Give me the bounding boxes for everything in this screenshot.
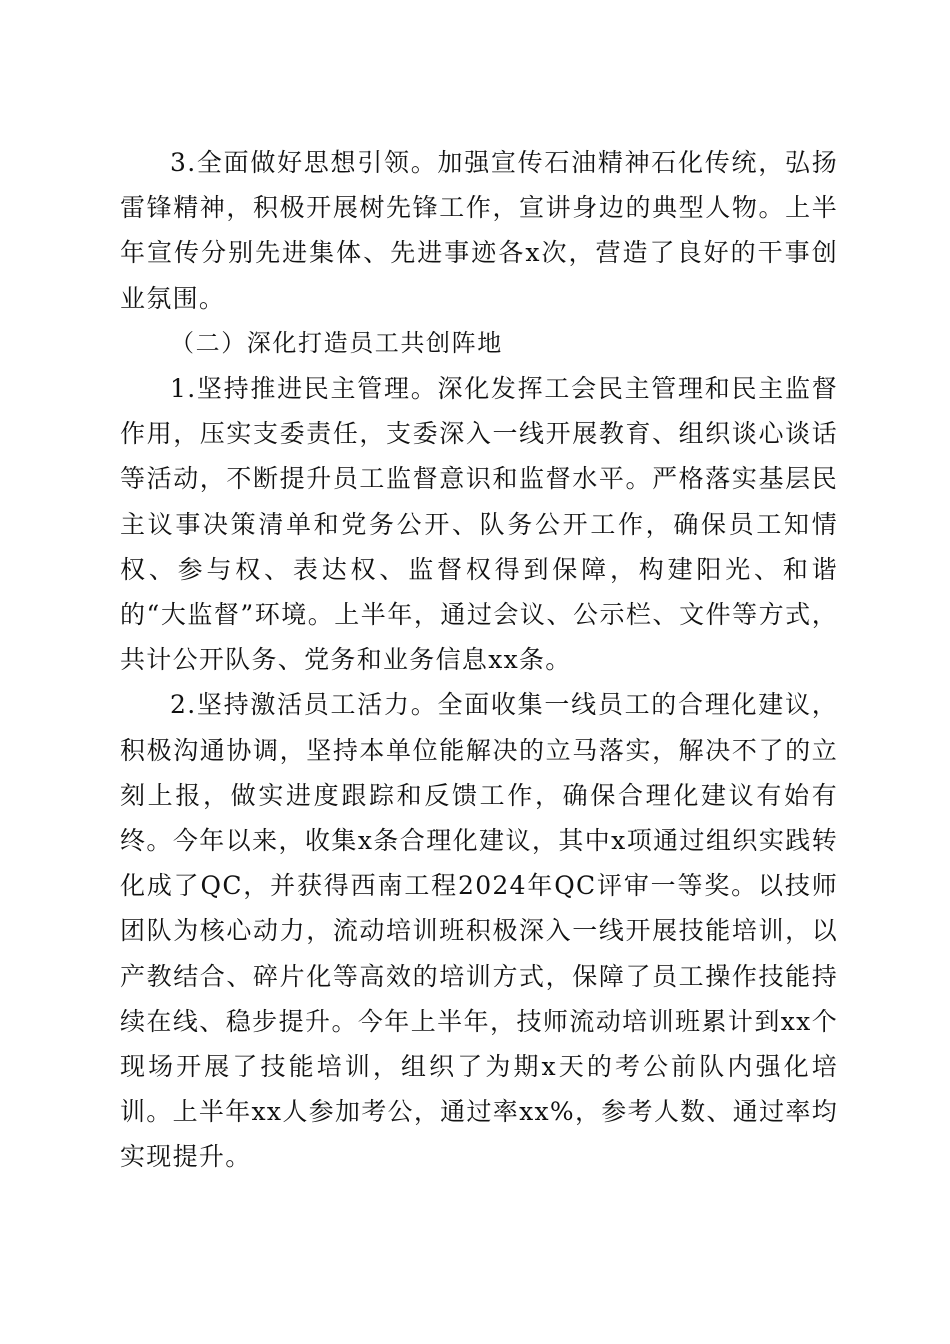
paragraph-ideological-guidance: 3.全面做好思想引领。加强宣传石油精神石化传统，弘扬雷锋精神，积极开展树先锋工作，宣讲身边的典型人物。上半年宣传分别先进集体、先进事迹各x次，营造了良好的干事创业氛围。 xyxy=(120,148,838,313)
paragraph-employee-vitality: 2.坚持激活员工活力。全面收集一线员工的合理化建议，积极沟通协调，坚持本单位能解决的立马落实，解决不了的立刻上报，做实进度跟踪和反馈工作，确保合理化建议有始有终。今年以来，收集x条合理化建议，其中x项通过组织实践转化成了QC，并获得西南工程2024年QC评审一等奖。以技师团队为核心动力，流动培训班积极深入一线开展技能培训，以产教结合、碎片化等高效的培训方式，保障了员工操作技能持续在线、稳步提升。今年上半年，技师流动培训班累计到xx个现场开展了技能培训，组织了为期x天的考公前队内强化培训。上半年xx人参加考公，通过率xx%，参考人数、通过率均实现提升。 xyxy=(120,690,838,1172)
document-body xyxy=(120,140,838,1180)
section-heading: （二）深化打造员工共创阵地 xyxy=(170,328,503,357)
paragraph-democratic-management: 1.坚持推进民主管理。深化发挥工会民主管理和民主监督作用，压实支委责任，支委深入一线开展教育、组织谈心谈话等活动，不断提升员工监督意识和监督水平。严格落实基层民主议事决策清单和党务公开、队务公开工作，确保员工知情权、参与权、表达权、监督权得到保障，构建阳光、和谐的“大监督”环境。上半年，通过会议、公示栏、文件等方式，共计公开队务、党务和业务信息xx条。 xyxy=(120,374,838,675)
